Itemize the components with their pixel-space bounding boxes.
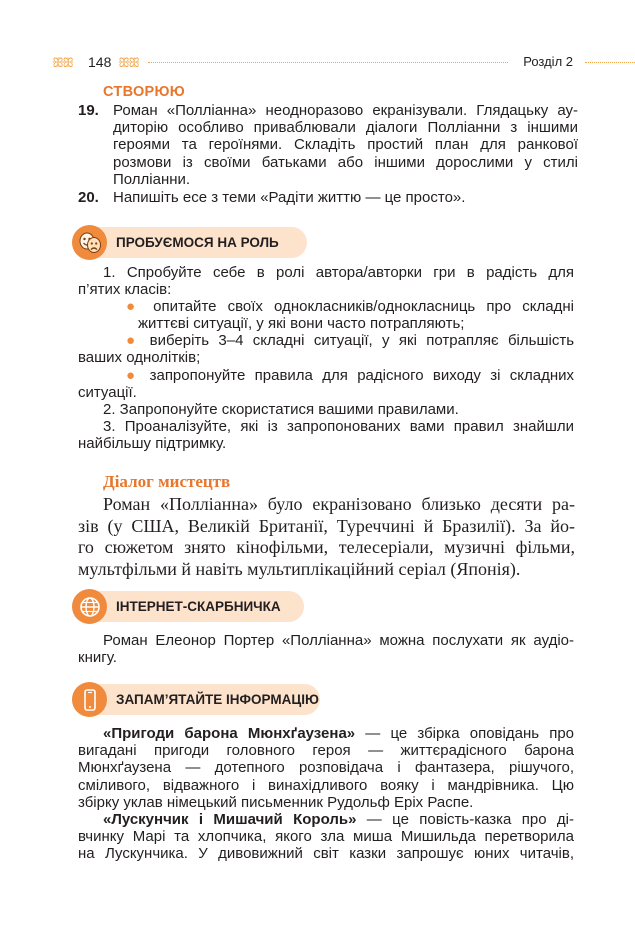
theater-masks-icon bbox=[72, 225, 107, 260]
internet-paragraph bbox=[78, 632, 574, 666]
internet-label: ІНТЕРНЕТ-СКАРБНИЧКА bbox=[116, 599, 281, 614]
bullet-icon: ● bbox=[126, 367, 141, 384]
right-ornament-icon: ꕥꕥ bbox=[118, 55, 139, 70]
dialog-paragraph bbox=[78, 494, 575, 580]
text-line: на Лускунчика. У дивовижний світ казки запрошує юних читачів, bbox=[78, 845, 574, 863]
text-span: — це повість-казка про ді- bbox=[356, 811, 574, 828]
roleplay-bullet-3 bbox=[78, 367, 574, 401]
roleplay-item-3 bbox=[78, 418, 574, 452]
task-line: героями та героїнями. Складіть простий план для ранкової bbox=[113, 136, 578, 154]
text-line: 3. Проаналізуйте, які із запропонованих вами правил знайшли bbox=[103, 418, 574, 435]
text-line: збірку уклав німецький письменник Рудольф Еріх Распе. bbox=[78, 793, 474, 811]
text-line: виберіть 3–4 складні ситуації, у які потрапляє більшість bbox=[149, 332, 575, 349]
roleplay-label: ПРОБУЄМОСЯ НА РОЛЬ bbox=[116, 235, 279, 250]
text-line: го сюжетом знято кінофільми, телесеріали, музичні фільми, bbox=[78, 537, 575, 557]
task-line: розмови із своїми батьками або іншими дорослими у стилі bbox=[113, 153, 578, 171]
text-line: запропонуйте правила для радісного виходу зі складних bbox=[149, 367, 575, 384]
task-number: 19. bbox=[78, 102, 99, 119]
text-line: вчинку Марі та хлопчика, якого зла миша Мишильда перетворила bbox=[78, 828, 574, 846]
bullet-icon: ● bbox=[126, 298, 143, 315]
roleplay-item-1 bbox=[78, 264, 574, 298]
smartphone-icon bbox=[72, 682, 107, 717]
roleplay-item-2: 2. Запропонуйте скористатися вашими правилами. bbox=[103, 401, 459, 418]
page-header bbox=[52, 52, 635, 74]
task-number: 20. bbox=[78, 189, 99, 206]
header-divider-right bbox=[585, 62, 635, 63]
text-line: книгу. bbox=[78, 649, 117, 667]
roleplay-bullet-1 bbox=[78, 298, 574, 332]
roleplay-bullet-2 bbox=[78, 332, 574, 366]
text-span: — це збірка оповідань про bbox=[355, 725, 574, 742]
text-line: ваших однолітків; bbox=[78, 349, 201, 367]
left-ornament-icon: ꕥꕥ bbox=[52, 55, 73, 70]
text-line: життєві ситуації, у які вони часто потрапляють; bbox=[138, 315, 465, 333]
section-label: Розділ 2 bbox=[523, 54, 573, 69]
remember-paragraph-2 bbox=[78, 811, 574, 863]
task-19 bbox=[78, 102, 578, 188]
text-line: найбільшу підтримку. bbox=[78, 435, 227, 453]
text-line: вигадані пригоди головного героя — життєрадісного барона bbox=[78, 742, 574, 760]
text-line: зів (у США, Великій Британії, Туреччині й Бразилії). За йо- bbox=[78, 515, 575, 536]
book-title: «Лускунчик і Мишачий Король» bbox=[103, 811, 357, 828]
roleplay-header bbox=[72, 227, 307, 258]
task-line: Роман «Полліанна» неодноразово екранізували. Глядацьку ау- bbox=[113, 102, 578, 119]
bullet-icon: ● bbox=[126, 332, 141, 349]
remember-label: ЗАПАМ’ЯТАЙТЕ ІНФОРМАЦІЮ bbox=[116, 692, 319, 707]
header-divider bbox=[148, 62, 508, 63]
text-line: Роман «Полліанна» було екранізовано близько десяти ра- bbox=[103, 494, 575, 514]
globe-icon bbox=[72, 589, 107, 624]
dialog-title: Діалог мистецтв bbox=[103, 472, 231, 491]
task-line: Полліанни. bbox=[113, 170, 191, 188]
task-line: Напишіть есе з теми «Радіти життю — це просто». bbox=[113, 189, 466, 206]
text-line: п’ятих класів: bbox=[78, 281, 172, 299]
task-line: диторію особливо приваблювали діалоги Полліанни з іншими bbox=[113, 119, 578, 137]
page-number: 148 bbox=[88, 54, 112, 70]
remember-paragraph-1 bbox=[78, 725, 574, 811]
internet-header bbox=[72, 591, 304, 622]
text-line: ситуації. bbox=[78, 384, 137, 402]
text-line: сміливого, відважного і винахідливого вояку і мандрівника. Цю bbox=[78, 776, 574, 794]
task-20 bbox=[78, 189, 578, 206]
text-line: 1. Спробуйте себе в ролі автора/авторки гри в радість для bbox=[103, 264, 574, 281]
remember-header bbox=[72, 684, 320, 715]
text-line: Роман Елеонор Портер «Полліанна» можна послухати як аудіо- bbox=[103, 632, 574, 649]
text-line: опитайте своїх однокласників/однокласниць про складні bbox=[153, 298, 575, 315]
create-section-title: СТВОРЮЮ bbox=[103, 84, 186, 100]
text-line: мультфільми й навіть мультиплікаційний серіал (Японія). bbox=[78, 558, 521, 579]
book-title: «Пригоди барона Мюнхґаузена» bbox=[103, 725, 356, 742]
text-line: Мюнхґаузена — дотепного розповідача і фантазера, рішучого, bbox=[78, 759, 574, 777]
